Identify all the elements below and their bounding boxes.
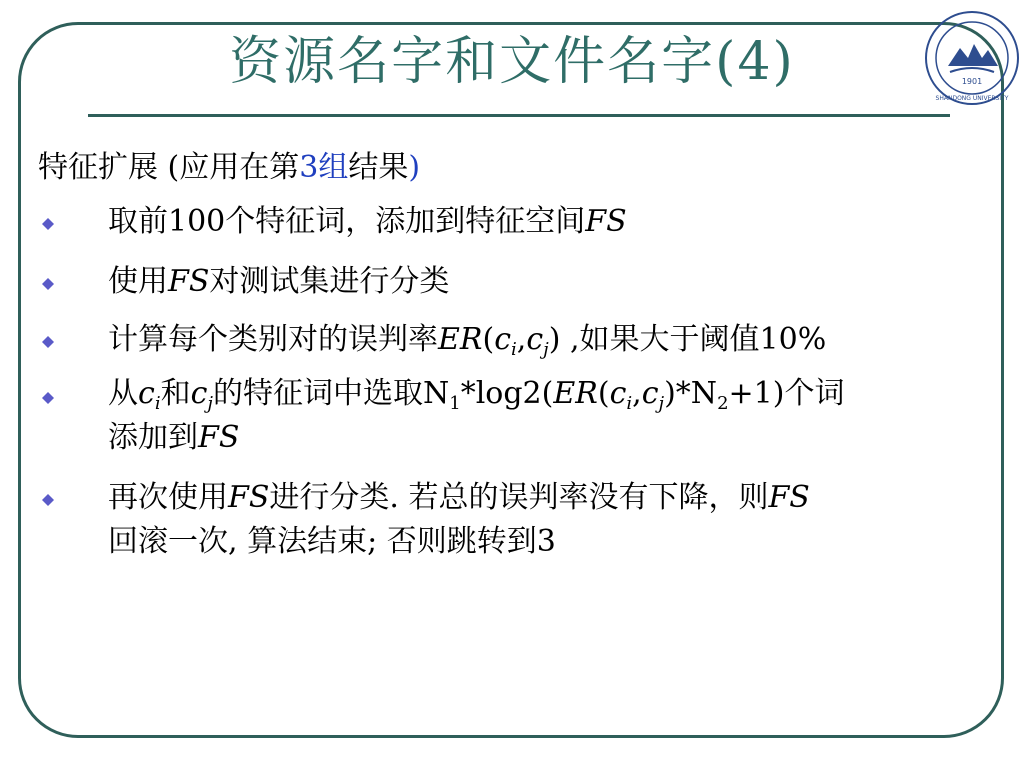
bullet-3-er: ER bbox=[438, 322, 483, 357]
bullet-diamond-icon bbox=[42, 392, 54, 404]
b4-p8: +1)个词 bbox=[728, 376, 845, 411]
bullet-diamond-icon bbox=[42, 218, 54, 230]
bullet-3-j: j bbox=[543, 339, 549, 360]
b4-er: ER bbox=[553, 376, 598, 411]
b4-sub1: 1 bbox=[449, 393, 461, 414]
b4-sub2: 2 bbox=[717, 393, 729, 414]
b5-mid: 进行分类. 若总的误判率没有下降，则 bbox=[269, 480, 769, 515]
logo-text: SHANDONG UNIVERSITY bbox=[935, 95, 1009, 102]
intro-group: 组 bbox=[318, 150, 349, 185]
intro-number: 3 bbox=[299, 150, 319, 185]
b4-p6: , bbox=[632, 376, 642, 411]
b4-fs: FS bbox=[198, 420, 240, 455]
b4-p3: 的特征词中选取N bbox=[212, 376, 450, 411]
b5-pre: 再次使用 bbox=[108, 480, 228, 515]
bullet-5 bbox=[108, 476, 988, 564]
bullet-3-comma: , bbox=[516, 322, 527, 357]
b4-c4: c bbox=[641, 376, 659, 411]
b4-p4: *log2( bbox=[460, 376, 554, 411]
bullet-3-i: i bbox=[511, 339, 517, 360]
bullet-2-fs: FS bbox=[168, 264, 210, 299]
b4-j2: j bbox=[207, 393, 213, 414]
b5-fs1: FS bbox=[228, 480, 270, 515]
b4-p7: )*N bbox=[664, 376, 718, 411]
bullet-3-pre: 计算每个类别对的误判率 bbox=[108, 322, 438, 357]
bullet-2 bbox=[108, 260, 988, 304]
bullet-3 bbox=[108, 318, 988, 362]
b4-c3: c bbox=[609, 376, 627, 411]
b4-i1: i bbox=[154, 393, 161, 414]
bullet-3-open: ( bbox=[482, 322, 495, 357]
bullet-diamond-icon bbox=[42, 494, 54, 506]
logo-year: 1901 bbox=[961, 77, 983, 86]
bullet-3-post: ,如果大于阈值10% bbox=[560, 322, 827, 357]
title-underline bbox=[88, 114, 950, 117]
b4-p2: 和 bbox=[160, 376, 191, 411]
intro-close: ) bbox=[408, 150, 421, 185]
bullet-2-post: 对测试集进行分类 bbox=[209, 264, 450, 299]
b4-p5: ( bbox=[597, 376, 610, 411]
bullet-1-fs: FS bbox=[585, 204, 627, 239]
bullet-3-c2: c bbox=[526, 322, 544, 357]
b4-p1: 从 bbox=[108, 376, 138, 411]
intro-suffix: 结果 bbox=[348, 150, 409, 185]
bullet-diamond-icon bbox=[42, 336, 54, 348]
bullet-2-pre: 使用 bbox=[108, 264, 168, 299]
bullet-3-c: c bbox=[494, 322, 512, 357]
intro-line bbox=[38, 142, 420, 186]
bullet-3-close: ) bbox=[548, 322, 561, 357]
bullet-4 bbox=[108, 372, 988, 460]
bullet-1-text: 取前100个特征词，添加到特征空间 bbox=[108, 204, 586, 239]
b5-fs2: FS bbox=[768, 480, 810, 515]
intro-prefix: 特征扩展 (应用在第 bbox=[38, 150, 300, 185]
bullet-1 bbox=[108, 200, 988, 244]
bullet-diamond-icon bbox=[42, 278, 54, 290]
b5-line2: 回滚一次, 算法结束; 否则跳转到3 bbox=[108, 524, 556, 559]
university-logo bbox=[922, 8, 1022, 108]
b4-j4: j bbox=[658, 393, 665, 414]
slide-title: 资源名字和文件名字(4) bbox=[229, 32, 795, 92]
b4-line2: 添加到 bbox=[108, 420, 198, 455]
b4-i3: i bbox=[626, 393, 633, 414]
b4-c1: c bbox=[138, 376, 155, 411]
b4-c2: c bbox=[190, 376, 208, 411]
